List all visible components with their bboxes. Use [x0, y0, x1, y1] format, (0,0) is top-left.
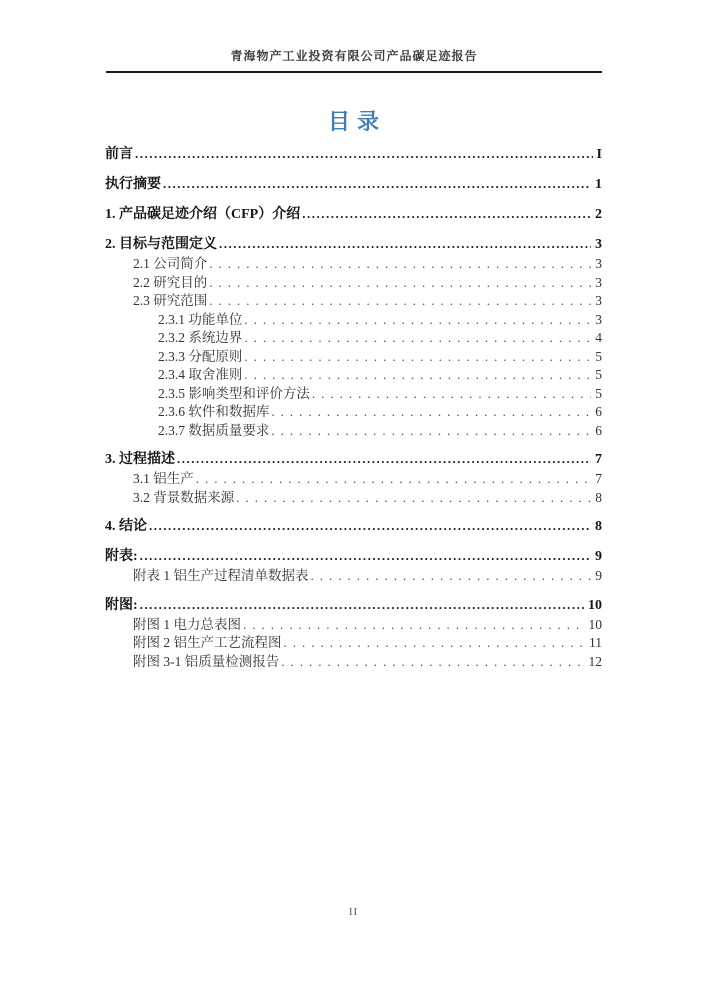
toc-entry-label: 前言: [105, 147, 133, 162]
toc-entry-page: 12: [588, 653, 602, 669]
toc-entry-label: 执行摘要: [105, 177, 161, 192]
toc-list: [105, 144, 602, 671]
toc-entry-page: 7: [595, 471, 602, 486]
dot-leader: [244, 311, 591, 330]
dot-leader: [284, 634, 586, 653]
toc-entry[interactable]: [105, 653, 602, 672]
toc-entry-label: 2.3.5 影响类型和评价方法: [158, 385, 310, 401]
dot-leader: [209, 274, 591, 293]
toc-entry-label: 附图 1 电力总表图: [133, 616, 241, 632]
toc-title: 目录: [327, 109, 386, 134]
dot-leader: [271, 403, 591, 422]
toc-entry[interactable]: [105, 567, 602, 586]
toc-entry[interactable]: [105, 348, 602, 367]
toc-entry-page: 1: [595, 177, 602, 192]
toc-entry[interactable]: [105, 255, 602, 274]
dot-leader: [163, 174, 591, 195]
toc-entry-page: 5: [595, 385, 602, 401]
toc-entry-page: 5: [595, 348, 602, 364]
toc-entry[interactable]: [105, 546, 602, 567]
toc-entry-page: I: [596, 147, 602, 162]
toc-entry-page: 3: [595, 293, 602, 308]
toc-entry-page: 5: [595, 367, 602, 382]
toc-entry-label: 2.1 公司简介: [133, 256, 208, 271]
toc-entry-page: 9: [595, 549, 602, 564]
dot-leader: [149, 516, 591, 537]
toc-entry-page: 6: [595, 422, 602, 438]
dot-leader: [236, 489, 591, 508]
dot-leader: [243, 616, 585, 635]
toc-entry-page: 11: [589, 635, 602, 650]
toc-entry[interactable]: [105, 422, 602, 441]
dot-leader: [244, 366, 591, 385]
toc-entry-page: 9: [595, 568, 602, 583]
toc-entry[interactable]: [105, 403, 602, 422]
toc-entry-label: 2.3 研究范围: [133, 293, 208, 308]
toc-entry-label: 3.1 铝生产: [133, 471, 194, 486]
toc-entry-label: 2.3.3 分配原则: [158, 348, 243, 364]
toc-entry-page: 8: [595, 519, 602, 534]
toc-entry-label: 4. 结论: [105, 519, 147, 534]
toc-entry[interactable]: [105, 595, 602, 616]
dot-leader: [281, 653, 584, 672]
report-title: 青海物产工业投资有限公司产品碳足迹报告: [230, 49, 478, 63]
dot-leader: [312, 385, 591, 404]
dot-leader: [311, 567, 592, 586]
dot-leader: [244, 348, 591, 367]
toc-entry-page: 8: [595, 489, 602, 505]
toc-entry-label: 2. 目标与范围定义: [105, 237, 217, 252]
toc-entry[interactable]: [105, 144, 602, 165]
toc-entry[interactable]: [105, 470, 602, 489]
dot-leader: [209, 255, 591, 274]
toc-entry-label: 附图:: [105, 597, 138, 613]
toc-entry[interactable]: [105, 292, 602, 311]
toc-entry-label: 附图 2 铝生产工艺流程图: [133, 635, 282, 650]
toc-entry-page: 3: [595, 256, 602, 271]
toc-entry[interactable]: [105, 516, 602, 537]
toc-entry-label: 3. 过程描述: [105, 452, 175, 467]
toc-entry-page: 4: [595, 330, 602, 345]
toc-entry-label: 2.3.2 系统边界: [158, 330, 243, 345]
toc-entry-label: 2.3.6 软件和数据库: [158, 404, 270, 419]
toc-entry-label: 2.3.7 数据质量要求: [158, 422, 270, 438]
dot-leader: [244, 329, 591, 348]
dot-leader: [140, 595, 584, 616]
toc-entry[interactable]: [105, 449, 602, 470]
dot-leader: [140, 546, 591, 567]
toc-entry-label: 2.2 研究目的: [133, 274, 208, 290]
toc-entry-page: 3: [595, 311, 602, 327]
toc-entry[interactable]: [105, 234, 602, 255]
dot-leader: [177, 449, 591, 470]
toc-entry-page: 10: [588, 616, 602, 632]
toc-entry-page: 7: [595, 452, 602, 467]
toc-entry[interactable]: [105, 174, 602, 195]
toc-entry-label: 附图 3-1 铝质量检测报告: [133, 653, 280, 669]
toc-entry[interactable]: [105, 366, 602, 385]
page-number: II: [348, 906, 359, 918]
toc-entry[interactable]: [105, 634, 602, 653]
dot-leader: [302, 204, 591, 225]
dot-leader: [219, 234, 591, 255]
toc-entry-label: 附表 1 铝生产过程清单数据表: [133, 568, 309, 583]
toc-entry[interactable]: [105, 204, 602, 225]
dot-leader: [196, 470, 592, 489]
toc-entry-label: 1. 产品碳足迹介绍（CFP）介绍: [105, 207, 301, 222]
dot-leader: [209, 292, 591, 311]
toc-entry[interactable]: [105, 274, 602, 293]
toc-entry[interactable]: [105, 489, 602, 508]
dot-leader: [135, 144, 593, 165]
toc-entry-page: 3: [595, 237, 602, 252]
dot-leader: [271, 422, 591, 441]
toc-entry[interactable]: [105, 616, 602, 635]
toc-entry-page: 3: [595, 274, 602, 290]
toc-entry-label: 2.3.1 功能单位: [158, 311, 243, 327]
toc-entry-page: 10: [588, 597, 602, 613]
toc-entry-label: 3.2 背景数据来源: [133, 489, 235, 505]
toc-entry[interactable]: [105, 311, 602, 330]
toc-entry-label: 2.3.4 取舍准则: [158, 367, 243, 382]
page-header: [106, 0, 602, 73]
toc-entry-label: 附表:: [105, 549, 138, 564]
toc-entry-page: 6: [595, 404, 602, 419]
toc-entry-page: 2: [595, 207, 602, 222]
toc-entry[interactable]: [105, 329, 602, 348]
toc-entry[interactable]: [105, 385, 602, 404]
